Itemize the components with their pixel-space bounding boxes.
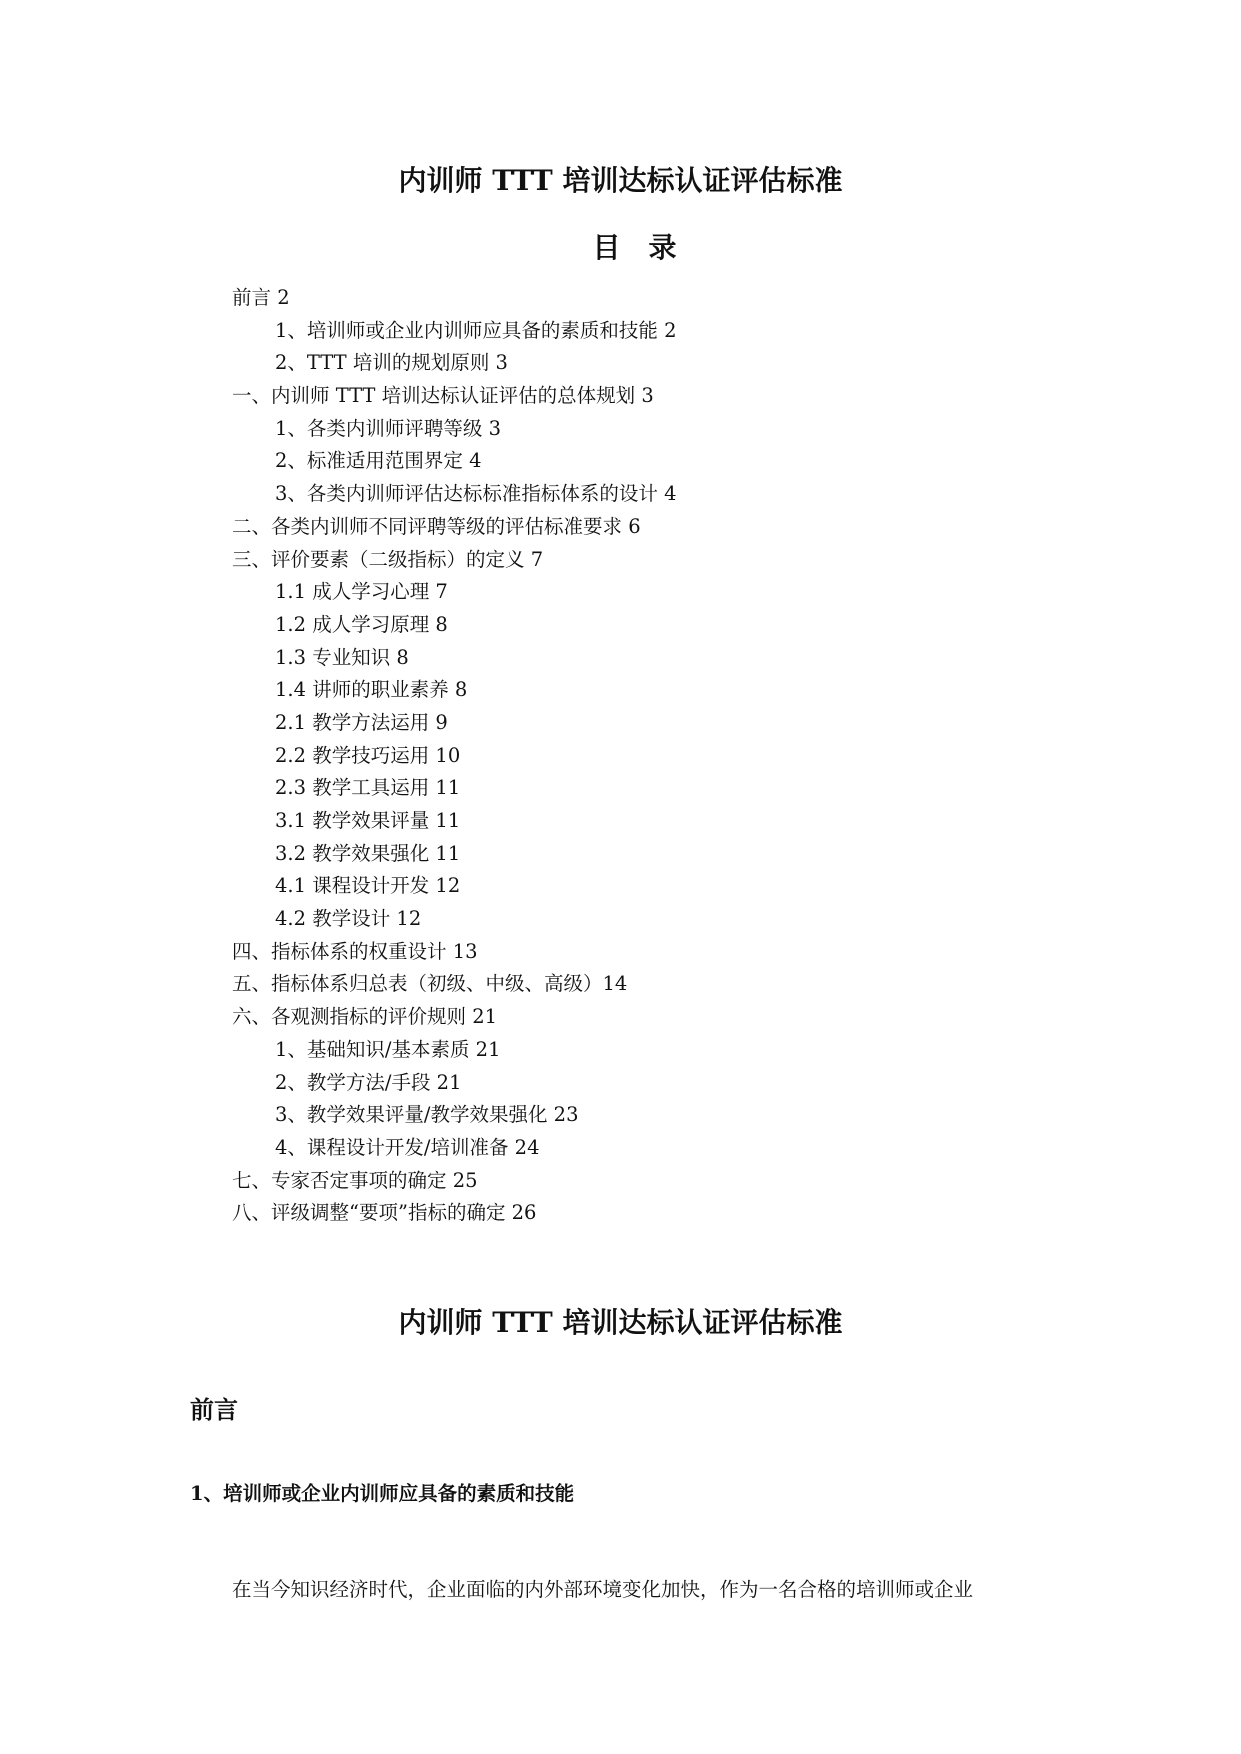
- body-title: 内训师 TTT 培训达标认证评估标准: [398, 1306, 843, 1339]
- toc-entry[interactable]: 2.1 教学方法运用 9: [275, 710, 448, 734]
- toc-entry[interactable]: 1、培训师或企业内训师应具备的素质和技能 2: [275, 318, 677, 342]
- document-title: 内训师 TTT 培训达标认证评估标准: [398, 164, 843, 197]
- toc-entry[interactable]: 4、课程设计开发/培训准备 24: [275, 1135, 540, 1159]
- toc-entry[interactable]: 1、基础知识/基本素质 21: [275, 1037, 501, 1061]
- toc-entry[interactable]: 2、标准适用范围界定 4: [275, 449, 482, 473]
- toc-entry[interactable]: 七、专家否定事项的确定 25: [232, 1168, 478, 1192]
- table-of-contents: [232, 282, 677, 1230]
- toc-entry[interactable]: 3.1 教学效果评量 11: [275, 809, 461, 832]
- toc-entry[interactable]: 五、指标体系归总表（初级、中级、高级）14: [232, 972, 628, 996]
- toc-entry[interactable]: 3、各类内训师评估达标标准指标体系的设计 4: [275, 482, 677, 506]
- toc-entry[interactable]: 1、各类内训师评聘等级 3: [275, 416, 502, 440]
- toc-entry[interactable]: 1.1 成人学习心理 7: [275, 580, 448, 604]
- toc-entry[interactable]: 一、内训师 TTT 培训达标认证评估的总体规划 3: [232, 384, 654, 408]
- toc-entry[interactable]: 4.2 教学设计 12: [275, 907, 422, 931]
- section-1-heading: 1、培训师或企业内训师应具备的素质和技能: [190, 1482, 575, 1505]
- toc-heading: 目录: [592, 231, 705, 264]
- toc-entry[interactable]: 1.3 专业知识 8: [275, 645, 409, 669]
- section-1-paragraph: 在当今知识经济时代，企业面临的内外部环境变化加快，作为一名合格的培训师或企业: [232, 1578, 974, 1601]
- toc-entry[interactable]: 三、评价要素（二级指标）的定义 7: [232, 547, 544, 571]
- toc-entry[interactable]: 六、各观测指标的评价规则 21: [232, 1005, 498, 1029]
- toc-entry[interactable]: 四、指标体系的权重设计 13: [232, 939, 478, 963]
- toc-entry[interactable]: 二、各类内训师不同评聘等级的评估标准要求 6: [232, 514, 641, 538]
- toc-entry[interactable]: 2、教学方法/手段 21: [275, 1070, 462, 1094]
- toc-entry[interactable]: 八、评级调整“要项”指标的确定 26: [232, 1201, 537, 1225]
- toc-entry[interactable]: 2、TTT 培训的规划原则 3: [275, 351, 508, 375]
- toc-entry[interactable]: 1.4 讲师的职业素养 8: [275, 678, 468, 702]
- toc-entry[interactable]: 2.2 教学技巧运用 10: [275, 743, 461, 767]
- preface-heading: 前言: [190, 1395, 238, 1424]
- toc-entry[interactable]: 1.2 成人学习原理 8: [275, 612, 448, 636]
- toc-entry[interactable]: 前言 2: [232, 286, 290, 309]
- toc-entry[interactable]: 2.3 教学工具运用 11: [275, 776, 461, 800]
- toc-entry[interactable]: 3.2 教学效果强化 11: [275, 841, 461, 865]
- toc-entry[interactable]: 4.1 课程设计开发 12: [275, 874, 461, 898]
- toc-entry[interactable]: 3、教学效果评量/教学效果强化 23: [275, 1103, 579, 1127]
